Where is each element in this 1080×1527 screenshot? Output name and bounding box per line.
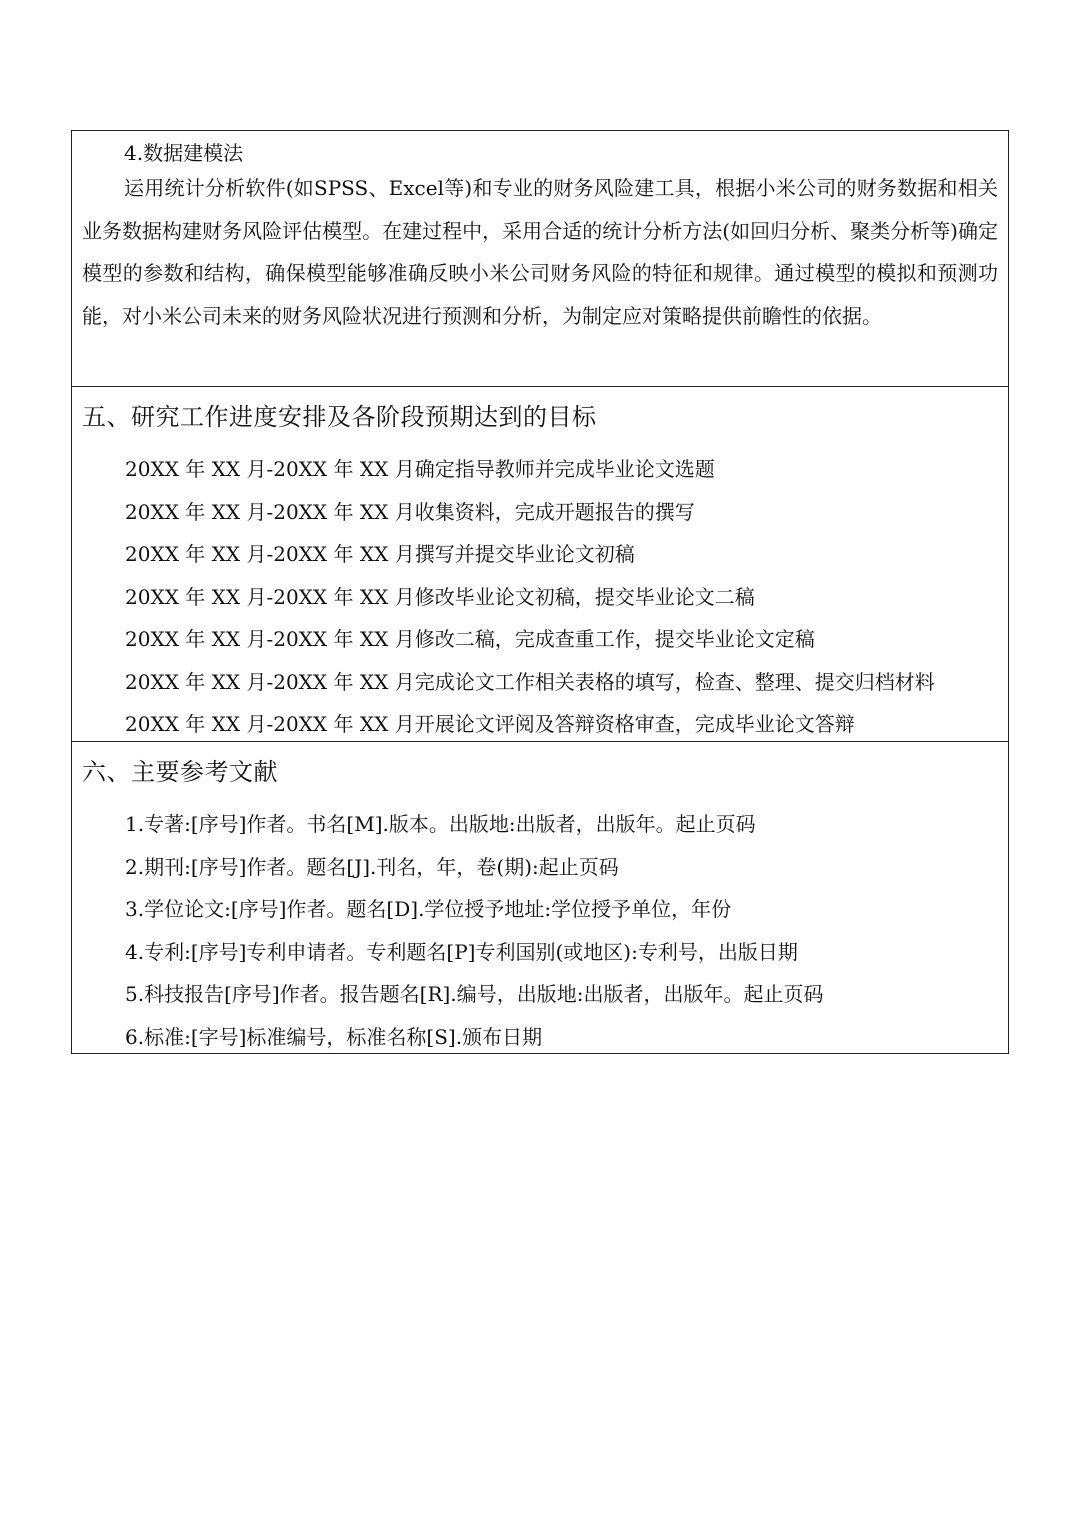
schedule-item: 20XX 年 XX 月-20XX 年 XX 月完成论文工作相关表格的填写，检查、整理、提交归档材料 [125,669,935,694]
reference-item: 4.专利:[序号]专利申请者。专利题名[P]专利国别(或地区):专利号，出版日期 [125,939,798,964]
schedule-title: 五、研究工作进度安排及各阶段预期达到的目标 [82,403,597,431]
schedule-cell [72,387,1008,742]
method-heading: 4.数据建模法 [124,141,244,165]
reference-item: 2.期刊:[序号]作者。题名[J].刊名，年，卷(期):起止页码 [125,854,619,879]
method-paragraph: 运用统计分析软件(如SPSS、Excel等)和专业的财务风险建工具，根据小米公司的财务数据和相关业务数据构建财务风险评估模型。在建过程中，采用合适的统计分析方法(如回归分析、聚类分析等)确定模型的参数和结构，确保模型能够准确反映小米公司财务风险的特征和规律。通过模型的模拟和预测功能，对小米公司未来的财务风险状况进行预测和分析，为制定应对策略提供前瞻性的依据。 [82,176,998,328]
method-cell [72,131,1008,387]
references-cell [72,742,1008,1053]
schedule-item: 20XX 年 XX 月-20XX 年 XX 月修改二稿，完成查重工作，提交毕业论文定稿 [125,627,815,651]
reference-item: 6.标准:[字号]标准编号，标准名称[S].颁布日期 [125,1024,543,1049]
references-title: 六、主要参考文献 [82,758,278,786]
references-list [82,803,998,1058]
schedule-item: 20XX 年 XX 月-20XX 年 XX 月确定指导教师并完成毕业论文选题 [125,457,715,481]
schedule-list [82,448,998,746]
reference-item: 1.专著:[序号]作者。书名[M].版本。出版地:出版者，出版年。起止页码 [125,812,756,836]
proposal-table [71,130,1009,1054]
schedule-item: 20XX 年 XX 月-20XX 年 XX 月收集资料，完成开题报告的撰写 [125,499,695,524]
schedule-item: 20XX 年 XX 月-20XX 年 XX 月开展论文评阅及答辩资格审查，完成毕业论文答辩 [125,712,855,736]
schedule-item: 20XX 年 XX 月-20XX 年 XX 月修改毕业论文初稿，提交毕业论文二稿 [125,584,755,609]
reference-item: 5.科技报告[序号]作者。报告题名[R].编号，出版地:出版者，出版年。起止页码 [125,982,824,1006]
schedule-item: 20XX 年 XX 月-20XX 年 XX 月撰写并提交毕业论文初稿 [125,542,635,566]
reference-item: 3.学位论文:[序号]作者。题名[D].学位授予地址:学位授予单位，年份 [125,897,732,921]
